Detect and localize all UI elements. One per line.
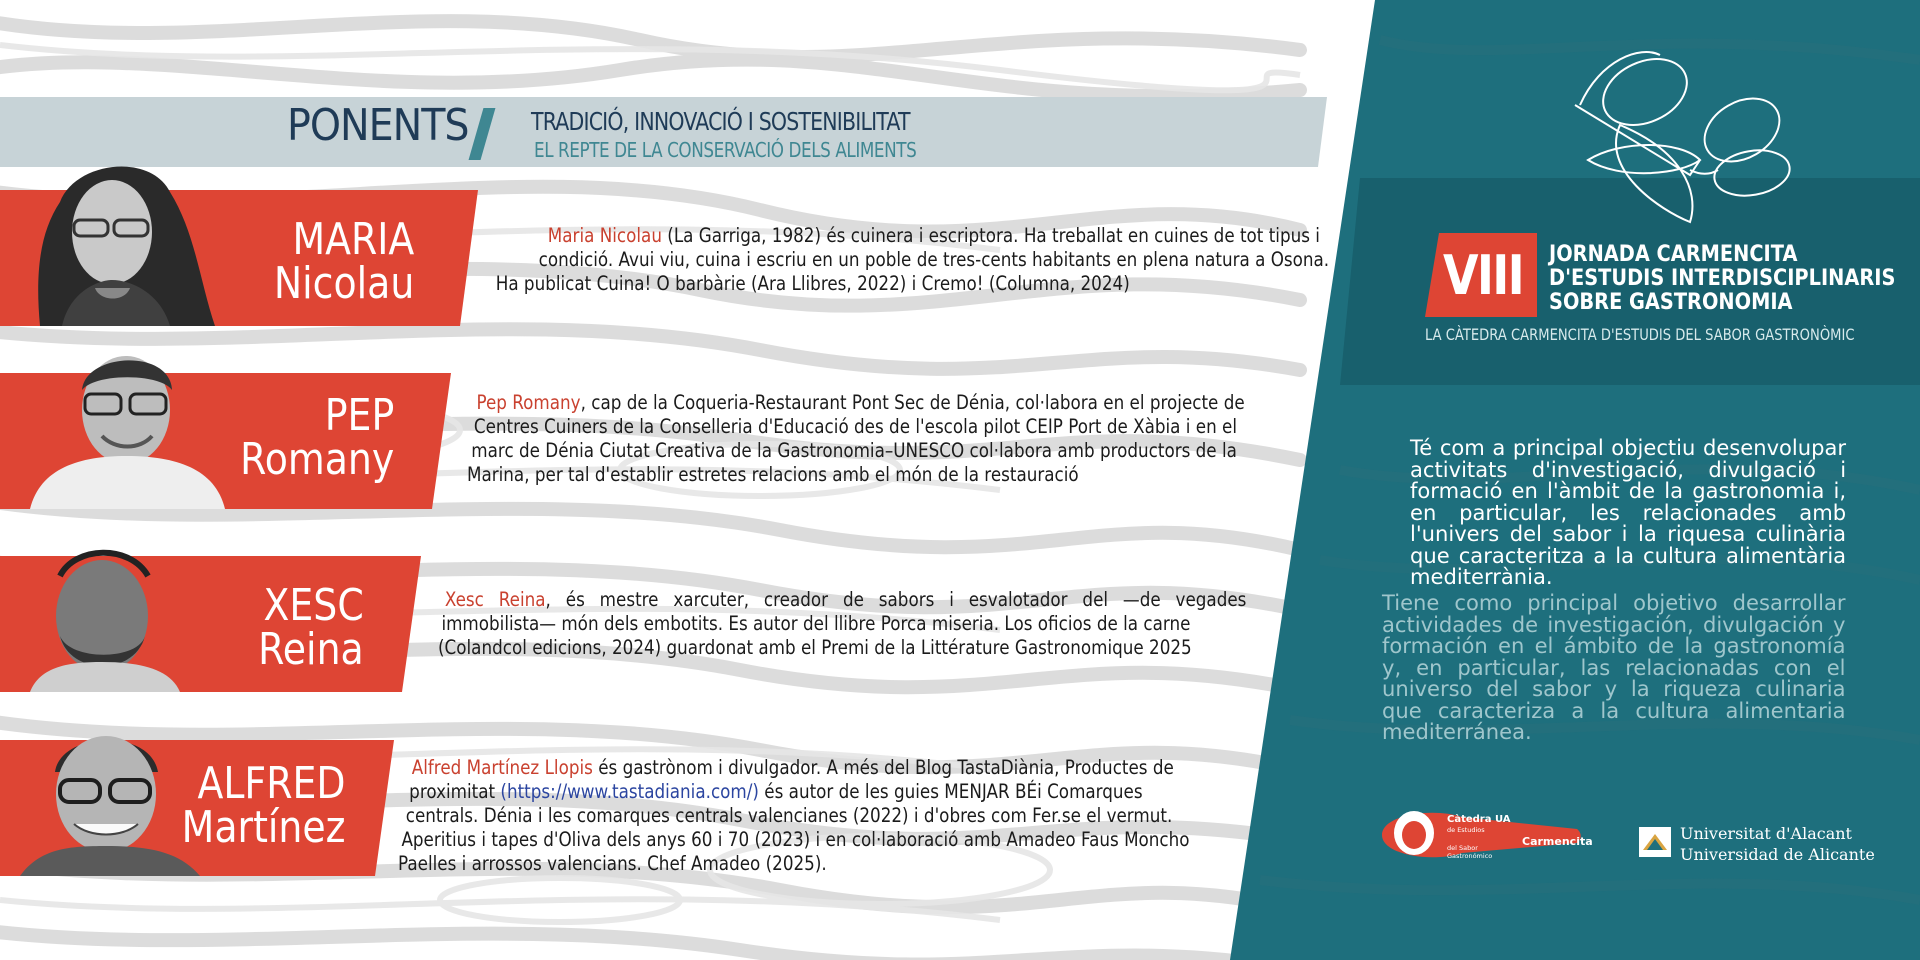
bio-line: (La Garriga, 1982) és cuinera i escriptora. Ha treballat en cuines de tot tipus i <box>661 224 1320 247</box>
speaker-photo-pep <box>30 338 230 509</box>
speaker-bio-maria <box>494 224 1374 296</box>
page-title: PONENTS <box>287 100 469 151</box>
speaker-name-xesc <box>258 580 364 675</box>
bio-line: Ha publicat Cuina! O barbàrie (Ara Llibres, 2022) i Cremo! (Columna, 2024) <box>495 272 1130 295</box>
speaker-bio-alfred <box>398 756 1203 876</box>
event-title-line: JORNADA CARMENCITA <box>1549 242 1798 267</box>
catedra-carmencita-logo <box>1372 805 1593 865</box>
event-theme: TRADICIÓ, INNOVACIÓ I SOSTENIBILITAT <box>531 107 910 136</box>
bio-line: immobilista— món dels embotits. Es autor del llibre Porca miseria. Los oficios de la carne <box>441 612 1191 635</box>
bio-line: marc de Dénia Ciutat Creativa de la Gastronomia–UNESCO col·labora amb productors de la <box>471 439 1237 462</box>
logo-line: de Estudios <box>1447 826 1485 834</box>
description-spanish <box>1382 593 1855 744</box>
blog-link[interactable]: (https://www.tastadiania.com/) <box>500 780 759 803</box>
speaker-first-name: PEP <box>324 390 394 441</box>
speaker-bio-xesc <box>438 588 1246 660</box>
bio-line: Marina, per tal d'establir estretes relacions amb el món de la restauració <box>467 463 1079 486</box>
university-name-es: Universidad de Alicante <box>1680 845 1875 864</box>
event-title-line: D'ESTUDIS INTERDISCIPLINARIS <box>1549 266 1896 291</box>
speaker-bio-pep <box>467 391 1352 487</box>
edition-number: VIII <box>1443 244 1523 307</box>
description-text: Tiene como principal objetivo desarrollar actividades de investigación, divulgación y formación en el ámbito de la gastronomía y, en particular, las relacionadas con el universo del sabor y la riqueza culinaria que caracteriza a la cultura alimentaria mediterránea. <box>1382 591 1846 745</box>
bio-name: Maria Nicolau <box>547 224 662 247</box>
bio-line: Centres Cuiners de la Conselleria d'Educació des de l'escola pilot CEIP Port de Xàbia i en el <box>473 415 1238 438</box>
speaker-last-name: Reina <box>258 624 364 675</box>
speaker-name-alfred <box>182 758 346 853</box>
speaker-last-name: Nicolau <box>273 258 414 309</box>
bio-line: , és mestre xarcuter, creador de sabors i esvalotador del —de vegades <box>545 588 1247 611</box>
bio-line: Paelles i arrossos valencians. Chef Amadeo (2025). <box>398 852 827 875</box>
university-name <box>1680 823 1875 865</box>
logo-brand: Carmencita <box>1522 835 1593 848</box>
bio-name: Pep Romany <box>476 391 581 414</box>
speaker-last-name: Romany <box>239 434 394 485</box>
event-title <box>1549 243 1895 315</box>
logo-line: Càtedra UA <box>1447 814 1511 825</box>
speaker-last-name: Martínez <box>182 802 346 853</box>
speaker-name-maria <box>273 214 414 309</box>
description-catalan <box>1410 438 1855 589</box>
bio-name: Alfred Martínez Llopis <box>411 756 593 779</box>
speaker-first-name: MARIA <box>292 214 414 265</box>
speaker-first-name: ALFRED <box>197 758 346 809</box>
event-subtheme: EL REPTE DE LA CONSERVACIÓ DELS ALIMENTS <box>534 138 917 162</box>
speaker-photo-xesc <box>20 536 190 692</box>
bio-line: centrals. Dénia i les comarques centrals valencianes (2022) i d'obres com Fer.se el vermut. <box>405 804 1173 827</box>
bio-line: , cap de la Coqueria-Restaurant Pont Sec de Dénia, col·labora en el projecte de <box>580 391 1245 414</box>
bio-line: proximitat <box>409 780 501 803</box>
speaker-name-pep <box>239 390 394 485</box>
bio-name: Xesc Reina <box>444 588 546 611</box>
description-text: Té com a principal objectiu desenvolupar activitats d'investigació, divulgació i formació en l'àmbit de la gastronomia i, en particular, les relacionades amb l'univers del sabor i la riquesa culinària que caracteritza a la cultura alimentària mediterrània. <box>1410 436 1847 590</box>
organizer: LA CÀTEDRA CARMENCITA D'ESTUDIS DEL SABOR GASTRONÒMIC <box>1425 325 1855 344</box>
logo-line: Gastronómico <box>1447 852 1493 860</box>
speaker-first-name: XESC <box>263 580 364 631</box>
event-title-line: SOBRE GASTRONOMIA <box>1549 290 1793 315</box>
bio-line: és autor de les guies MENJAR BÉi Comarques <box>758 780 1143 803</box>
bio-line: és gastrònom i divulgador. A més del Blog TastaDiània, Productes de <box>592 756 1174 779</box>
bio-line: condició. Avui viu, cuina i escriu en un poble de tres-cents habitants en plena natura a Osona. <box>538 248 1330 271</box>
university-name-ca: Universitat d'Alacant <box>1680 824 1852 843</box>
bio-line: (Colandcol edicions, 2024) guardonat amb el Premi de la Littérature Gastronomique 2025 <box>438 636 1192 659</box>
bio-line: Aperitius i tapes d'Oliva dels anys 60 i 70 (2023) i en col·laboració amb Amadeo Faus Moncho <box>401 828 1190 851</box>
university-icon <box>1638 826 1672 858</box>
logo-line: del Sabor <box>1447 844 1478 852</box>
speaker-photo-maria <box>0 152 230 326</box>
